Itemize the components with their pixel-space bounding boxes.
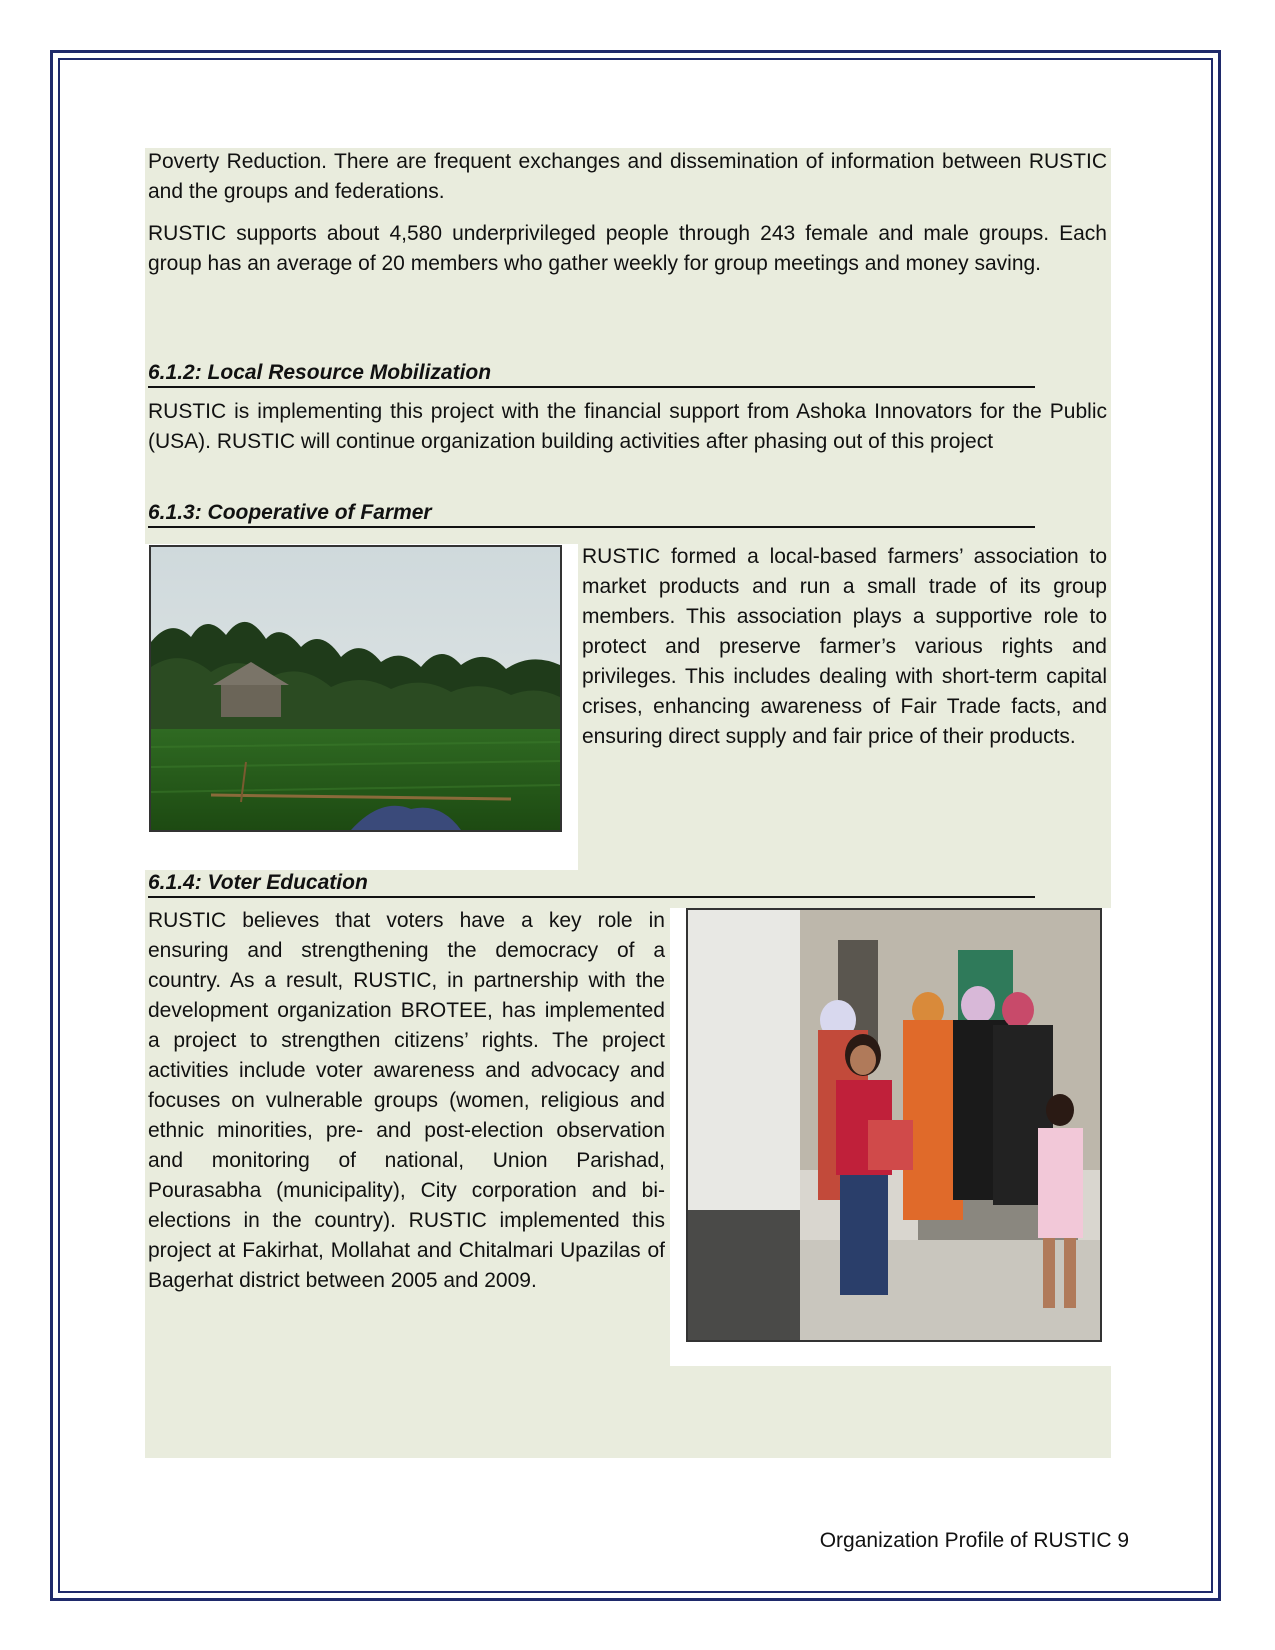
heading-local-resource-mobilization: 6.1.2: Local Resource Mobilization xyxy=(148,360,1035,388)
page-footer: Organization Profile of RUSTIC 9 xyxy=(819,1529,1129,1552)
heading-cooperative-of-farmer: 6.1.3: Cooperative of Farmer xyxy=(148,500,1035,528)
heading-voter-education: 6.1.4: Voter Education xyxy=(148,870,1035,898)
rice-field-photo xyxy=(149,545,562,832)
voter-education-text: RUSTIC believes that voters have a key role in ensuring and strengthening the democracy of a country. As a result, RUSTIC, in partnership with the development organization BROTEE, has implemented a project to strengthen citizens’ rights. The project activities include voter awareness and advocacy and focuses on vulnerable groups (women, religious and ethnic minorities, pre- and post-election observation and monitoring of national, Union Parishad, Pourasabha (municipality), City corporation and bi-elections in the country). RUSTIC implemented this project at Fakirhat, Mollahat and Chitalmari Upazilas of Bagerhat district between 2005 and 2009. xyxy=(148,909,665,1292)
rice-field-image xyxy=(151,547,560,830)
voters-queue-photo xyxy=(686,908,1102,1342)
shade-bottom xyxy=(145,1366,1111,1458)
voters-queue-image xyxy=(688,910,1100,1340)
local-resource-mobilization-text: RUSTIC is implementing this project with the financial support from Ashoka Innovators for the Public (USA). RUSTIC will continue organization building activities after phasing out of this project xyxy=(148,400,1107,453)
intro-paragraph-2: RUSTIC supports about 4,580 underprivileged people through 243 female and male groups. Each group has an average of 20 members who gather weekly for group meetings and money saving. xyxy=(148,222,1107,275)
cooperative-of-farmer-text: RUSTIC formed a local-based farmers’ association to market products and run a small trade of its group members. This association plays a supportive role to protect and preserve farmer’s various rights and privileges. This includes dealing with short-term capital crises, enhancing awareness of Fair Trade facts, and ensuring direct supply and fair price of their products. xyxy=(582,545,1107,748)
shade-top xyxy=(145,148,1111,544)
intro-paragraph-1: Poverty Reduction. There are frequent exchanges and dissemination of information between RUSTIC and the groups and federations. xyxy=(148,150,1107,203)
